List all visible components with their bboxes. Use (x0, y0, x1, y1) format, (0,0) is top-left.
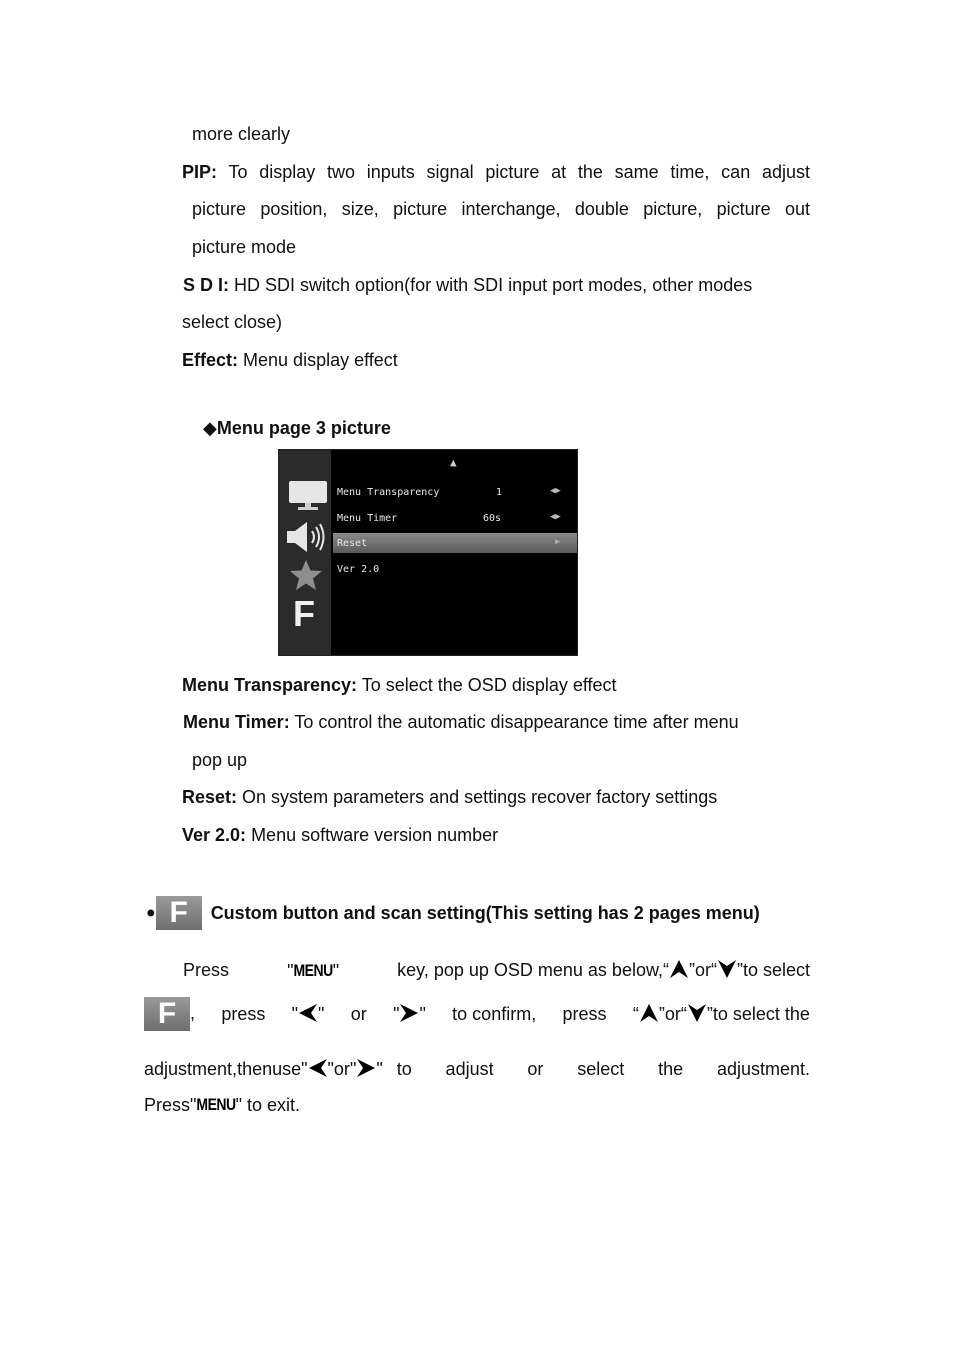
left-key-ref: " " (291, 1004, 325, 1024)
f-icon: F (293, 593, 315, 634)
section-title: Menu page 3 picture (216, 418, 391, 438)
right-arrow-icon (356, 1058, 376, 1078)
osd-menu-screenshot (278, 449, 578, 656)
comma: , (190, 1002, 196, 1023)
speaker-icon (285, 520, 329, 554)
text-more-clearly: more clearly (192, 124, 291, 144)
key-popup-text (397, 959, 810, 981)
def-menu-timer (183, 711, 739, 733)
osd-sidebar (279, 450, 331, 655)
pip-term: PIP: (182, 162, 218, 182)
def-menu-transparency (182, 674, 617, 696)
key-text: key, pop up OSD menu as below,“ (397, 960, 669, 980)
exit-text: " to exit. (235, 1095, 301, 1115)
updown-ref (633, 1003, 810, 1025)
right-arrow-icon (399, 1003, 419, 1023)
osd-row-label: Reset (337, 538, 368, 549)
left-arrow-icon (298, 1003, 318, 1023)
down-arrow-icon (687, 1003, 707, 1023)
instruction-line-4 (144, 1093, 300, 1116)
osd-row-label: Ver 2.0 (337, 564, 380, 575)
osd-row-label: Menu Transparency (337, 487, 440, 498)
def-term: Reset: (182, 787, 238, 807)
left-right-arrows-icon: ◀▶ (550, 512, 561, 522)
adjust-text: to adjust or select the adjustment. (396, 1059, 810, 1079)
down-arrow-icon (717, 959, 737, 979)
word-use: use (272, 1059, 302, 1079)
effect-line (182, 349, 398, 371)
word-press: Press (183, 960, 230, 980)
def-desc: On system parameters and settings recover factory settings (242, 787, 718, 807)
right-arrow-icon: ▶ (555, 537, 561, 547)
quote: " (332, 960, 340, 981)
sdi-term: S D I: (183, 275, 230, 295)
up-arrow-icon (639, 1003, 659, 1023)
to-select-text: ”to select the (706, 1004, 810, 1024)
word-press: press (562, 1004, 607, 1024)
f-icon: F (156, 896, 202, 930)
monitor-icon (288, 480, 328, 512)
custom-heading (146, 895, 760, 930)
osd-selected-row-highlight (333, 533, 577, 553)
word-press: press (221, 1004, 266, 1024)
osd-row-value: 60s (483, 513, 502, 524)
instruction-line-1 (183, 956, 810, 984)
sdi-line-1 (183, 274, 752, 296)
or-text: ”or“ (658, 1004, 687, 1024)
sdi-desc-1: HD SDI switch option(for with SDI input port modes, other modes (234, 275, 753, 295)
def-version (182, 824, 498, 846)
f-icon: F (144, 997, 190, 1031)
def-desc: To select the OSD display effect (361, 675, 617, 695)
quote: “ (632, 1004, 639, 1024)
effect-desc: Menu display effect (243, 350, 398, 370)
up-arrow-icon (669, 959, 689, 979)
menu-key-ref (287, 959, 339, 982)
def-term: Menu Timer: (183, 712, 290, 732)
effect-term: Effect: (182, 350, 239, 370)
scroll-up-icon: ▲ (450, 456, 457, 469)
diamond-bullet: ◆ (203, 418, 217, 438)
def-menu-timer-cont: pop up (192, 750, 248, 770)
section-heading (203, 417, 391, 439)
menu-key-icon: MENU (293, 959, 333, 980)
press-text: Press" (144, 1095, 197, 1115)
word-adjustment: adjustment, (144, 1059, 238, 1079)
f-ref (144, 997, 195, 1031)
def-desc: Menu software version number (251, 825, 499, 845)
or-text: ”or“ (688, 960, 717, 980)
sdi-line-2: select close) (182, 312, 283, 332)
pip-line-1 (182, 161, 810, 183)
pip-line-3: picture mode (192, 237, 297, 257)
round-bullet: ● (146, 904, 156, 922)
left-right-arrows-icon: ◀▶ (550, 486, 561, 496)
def-reset (182, 786, 717, 808)
right-key-ref: " " (393, 1004, 426, 1024)
def-term: Ver 2.0: (182, 825, 247, 845)
custom-heading-text: Custom button and scan setting(This setting has 2 pages menu) (210, 903, 760, 924)
left-arrow-icon (308, 1058, 328, 1078)
to-select-text: ”to select (736, 960, 810, 980)
instruction-line-2 (144, 996, 810, 1032)
star-icon (289, 559, 323, 591)
def-term: Menu Transparency: (182, 675, 358, 695)
word-or: or (333, 1059, 350, 1079)
menu-key-icon: MENU (196, 1094, 236, 1114)
word-or: or (350, 1004, 367, 1024)
right-key-ref: " " (349, 1059, 383, 1079)
pip-desc-1: To display two inputs signal picture at the same time, can adjust (228, 162, 810, 182)
quote: " (287, 960, 294, 981)
def-desc: To control the automatic disappearance time after menu (294, 712, 739, 732)
left-key-ref: " " (301, 1059, 334, 1079)
to-confirm-text: to confirm, (452, 1004, 537, 1024)
instruction-line-3 (144, 1055, 810, 1083)
pip-line-2: picture position, size, picture interchange, double picture, picture out (192, 199, 810, 219)
osd-row-label: Menu Timer (337, 513, 398, 524)
word-then: then (237, 1059, 273, 1079)
osd-row-value: 1 (496, 487, 503, 498)
